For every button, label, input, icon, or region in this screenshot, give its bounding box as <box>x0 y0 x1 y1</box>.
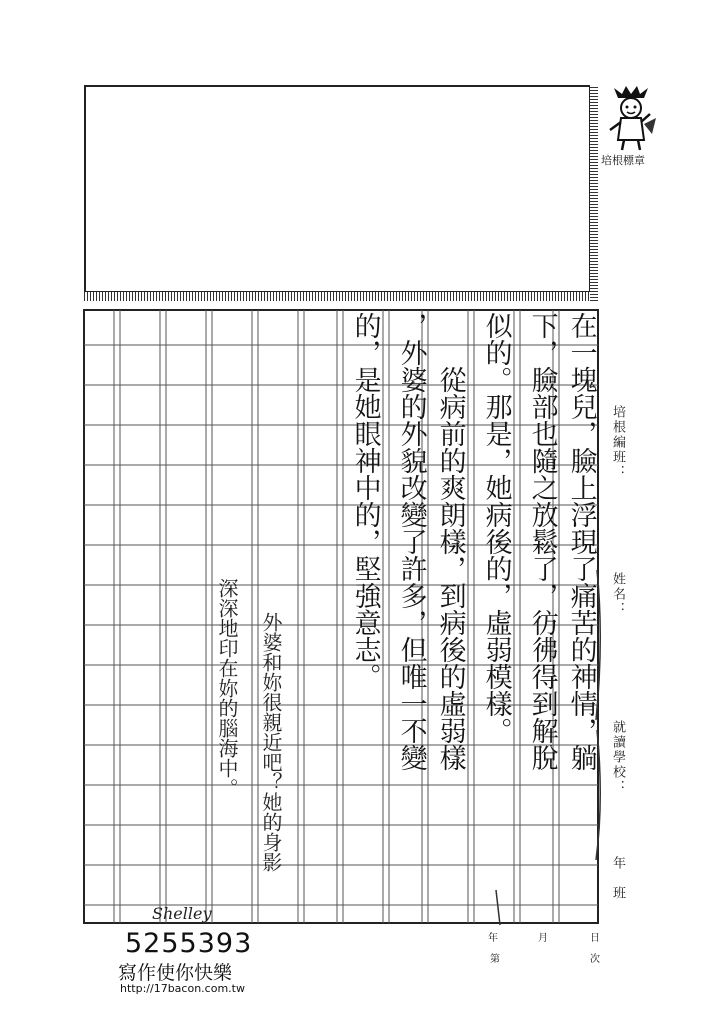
grade-label: 年 班 <box>610 856 625 901</box>
mascot-label: 培根標章 <box>601 154 645 167</box>
essay-column-5: ，外婆的外貌改變了許多，但唯一不變 <box>395 312 427 771</box>
essay-column-1: 在一塊兒，臉上浮現了痛苦的神情，躺 <box>565 312 597 771</box>
footer-url: http://17bacon.com.tw <box>120 982 245 995</box>
student-name-label: 姓名： <box>610 572 625 617</box>
class-name-label: 培根編班： <box>610 405 625 480</box>
date-month-label: 月 <box>538 933 548 944</box>
teacher-note-1: 外婆和妳很親近吧？她的身影 <box>259 612 283 872</box>
teacher-note-2: 深深地印在妳的腦海中。 <box>215 578 239 798</box>
footer-slogan: 寫作使你快樂 <box>118 962 233 984</box>
date-year-label: 年 <box>488 933 498 944</box>
essay-column-6: 的，是她眼神中的，堅強意志。 <box>349 312 381 690</box>
essay-column-2: 下，臉部也隨之放鬆了，彷彿得到解脫 <box>526 312 558 771</box>
page-times-label: 次 <box>590 954 600 965</box>
page-number-label: 第 <box>490 954 500 965</box>
essay-column-3: 似的。那是，她病後的，虛弱模樣。 <box>480 312 512 744</box>
teacher-signature: Shelley <box>152 904 212 923</box>
submission-number: 5255393 <box>125 928 253 959</box>
date-day-label: 日 <box>590 933 600 944</box>
school-label: 就讀學校： <box>610 720 625 795</box>
essay-column-4: 從病前的爽朗樣，到病後的虛弱樣 <box>434 312 466 771</box>
